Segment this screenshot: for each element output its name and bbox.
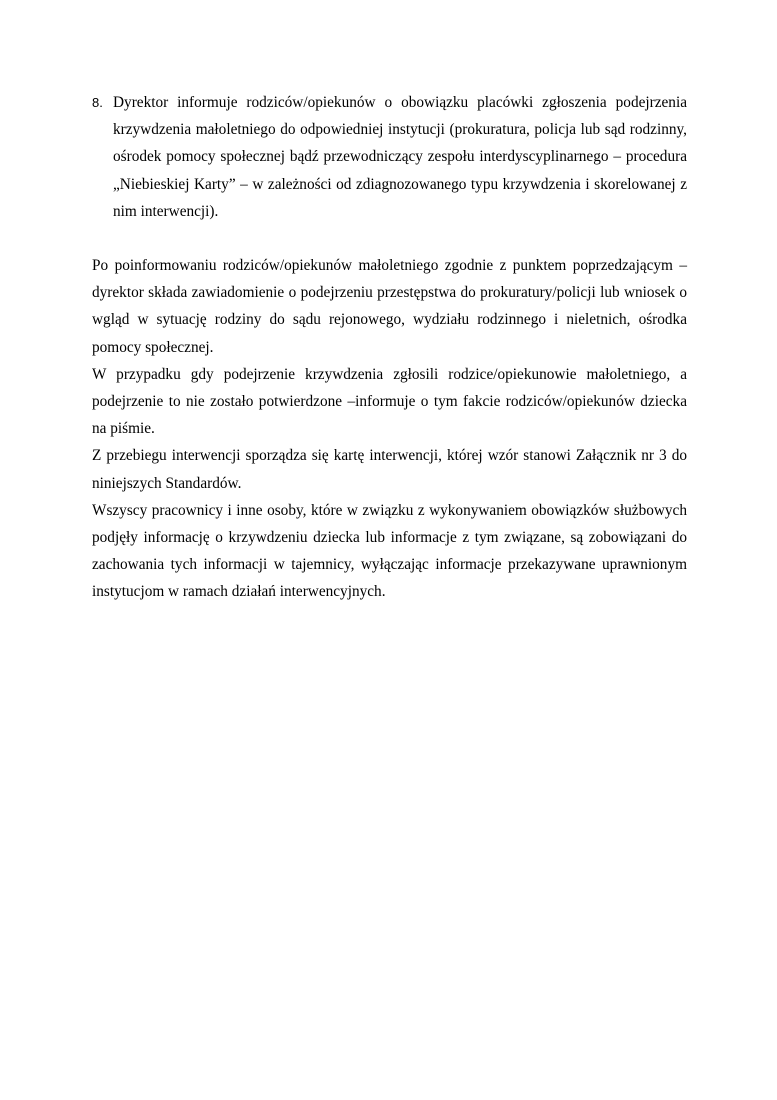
paragraph-unconfirmed-suspicion: W przypadku gdy podejrzenie krzywdzenia zgłosili rodzice/opiekunowie małoletniego, a podejrzenie to nie zostało potwierdzone –informuje o tym fakcie rodziców/opiekunów dziecka na piśmie. — [92, 365, 687, 438]
paragraph-confidentiality: Wszyscy pracownicy i inne osoby, które w związku z wykonywaniem obowiązków służbowych podjęły informację o krzywdzeniu dziecka lub informacje z tym związane, są zobowiązani do zachowania tych informacji w tajemnicy, wyłączając informacje przekazywane uprawnionym instytucjom w ramach działań interwencyjnych. — [92, 501, 687, 601]
list-item-number: 8. — [92, 95, 103, 110]
body-text — [92, 252, 687, 606]
paragraph-notification: Po poinformowaniu rodziców/opiekunów małoletniego zgodnie z punktem poprzedzającym – dyrektor składa zawiadomienie o podejrzeniu przestępstwa do prokuratury/policji lub wniosek o wgląd w sytuację rodziny do sądu rejonowego, wydziału rodzinnego i nieletnich, ośrodka pomocy społecznej. — [92, 257, 687, 356]
numbered-list-item — [92, 89, 687, 225]
list-item-text: Dyrektor informuje rodziców/opiekunów o obowiązku placówki zgłoszenia podejrzenia krzywdzenia małoletniego do odpowiedniej instytucji (prokuratura, policja lub sąd rodzinny, ośrodek pomocy społecznej bądź przewodniczący zespołu interdyscyplinarnego – procedura „Niebieskiej Karty” – w zależności od zdiagnozowanego typu krzywdzenia i skorelowanej z nim interwencji). — [113, 94, 687, 220]
paragraph-intervention-card: Z przebiegu interwencji sporządza się kartę interwencji, której wzór stanowi Załącznik nr 3 do niniejszych Standardów. — [92, 447, 687, 492]
